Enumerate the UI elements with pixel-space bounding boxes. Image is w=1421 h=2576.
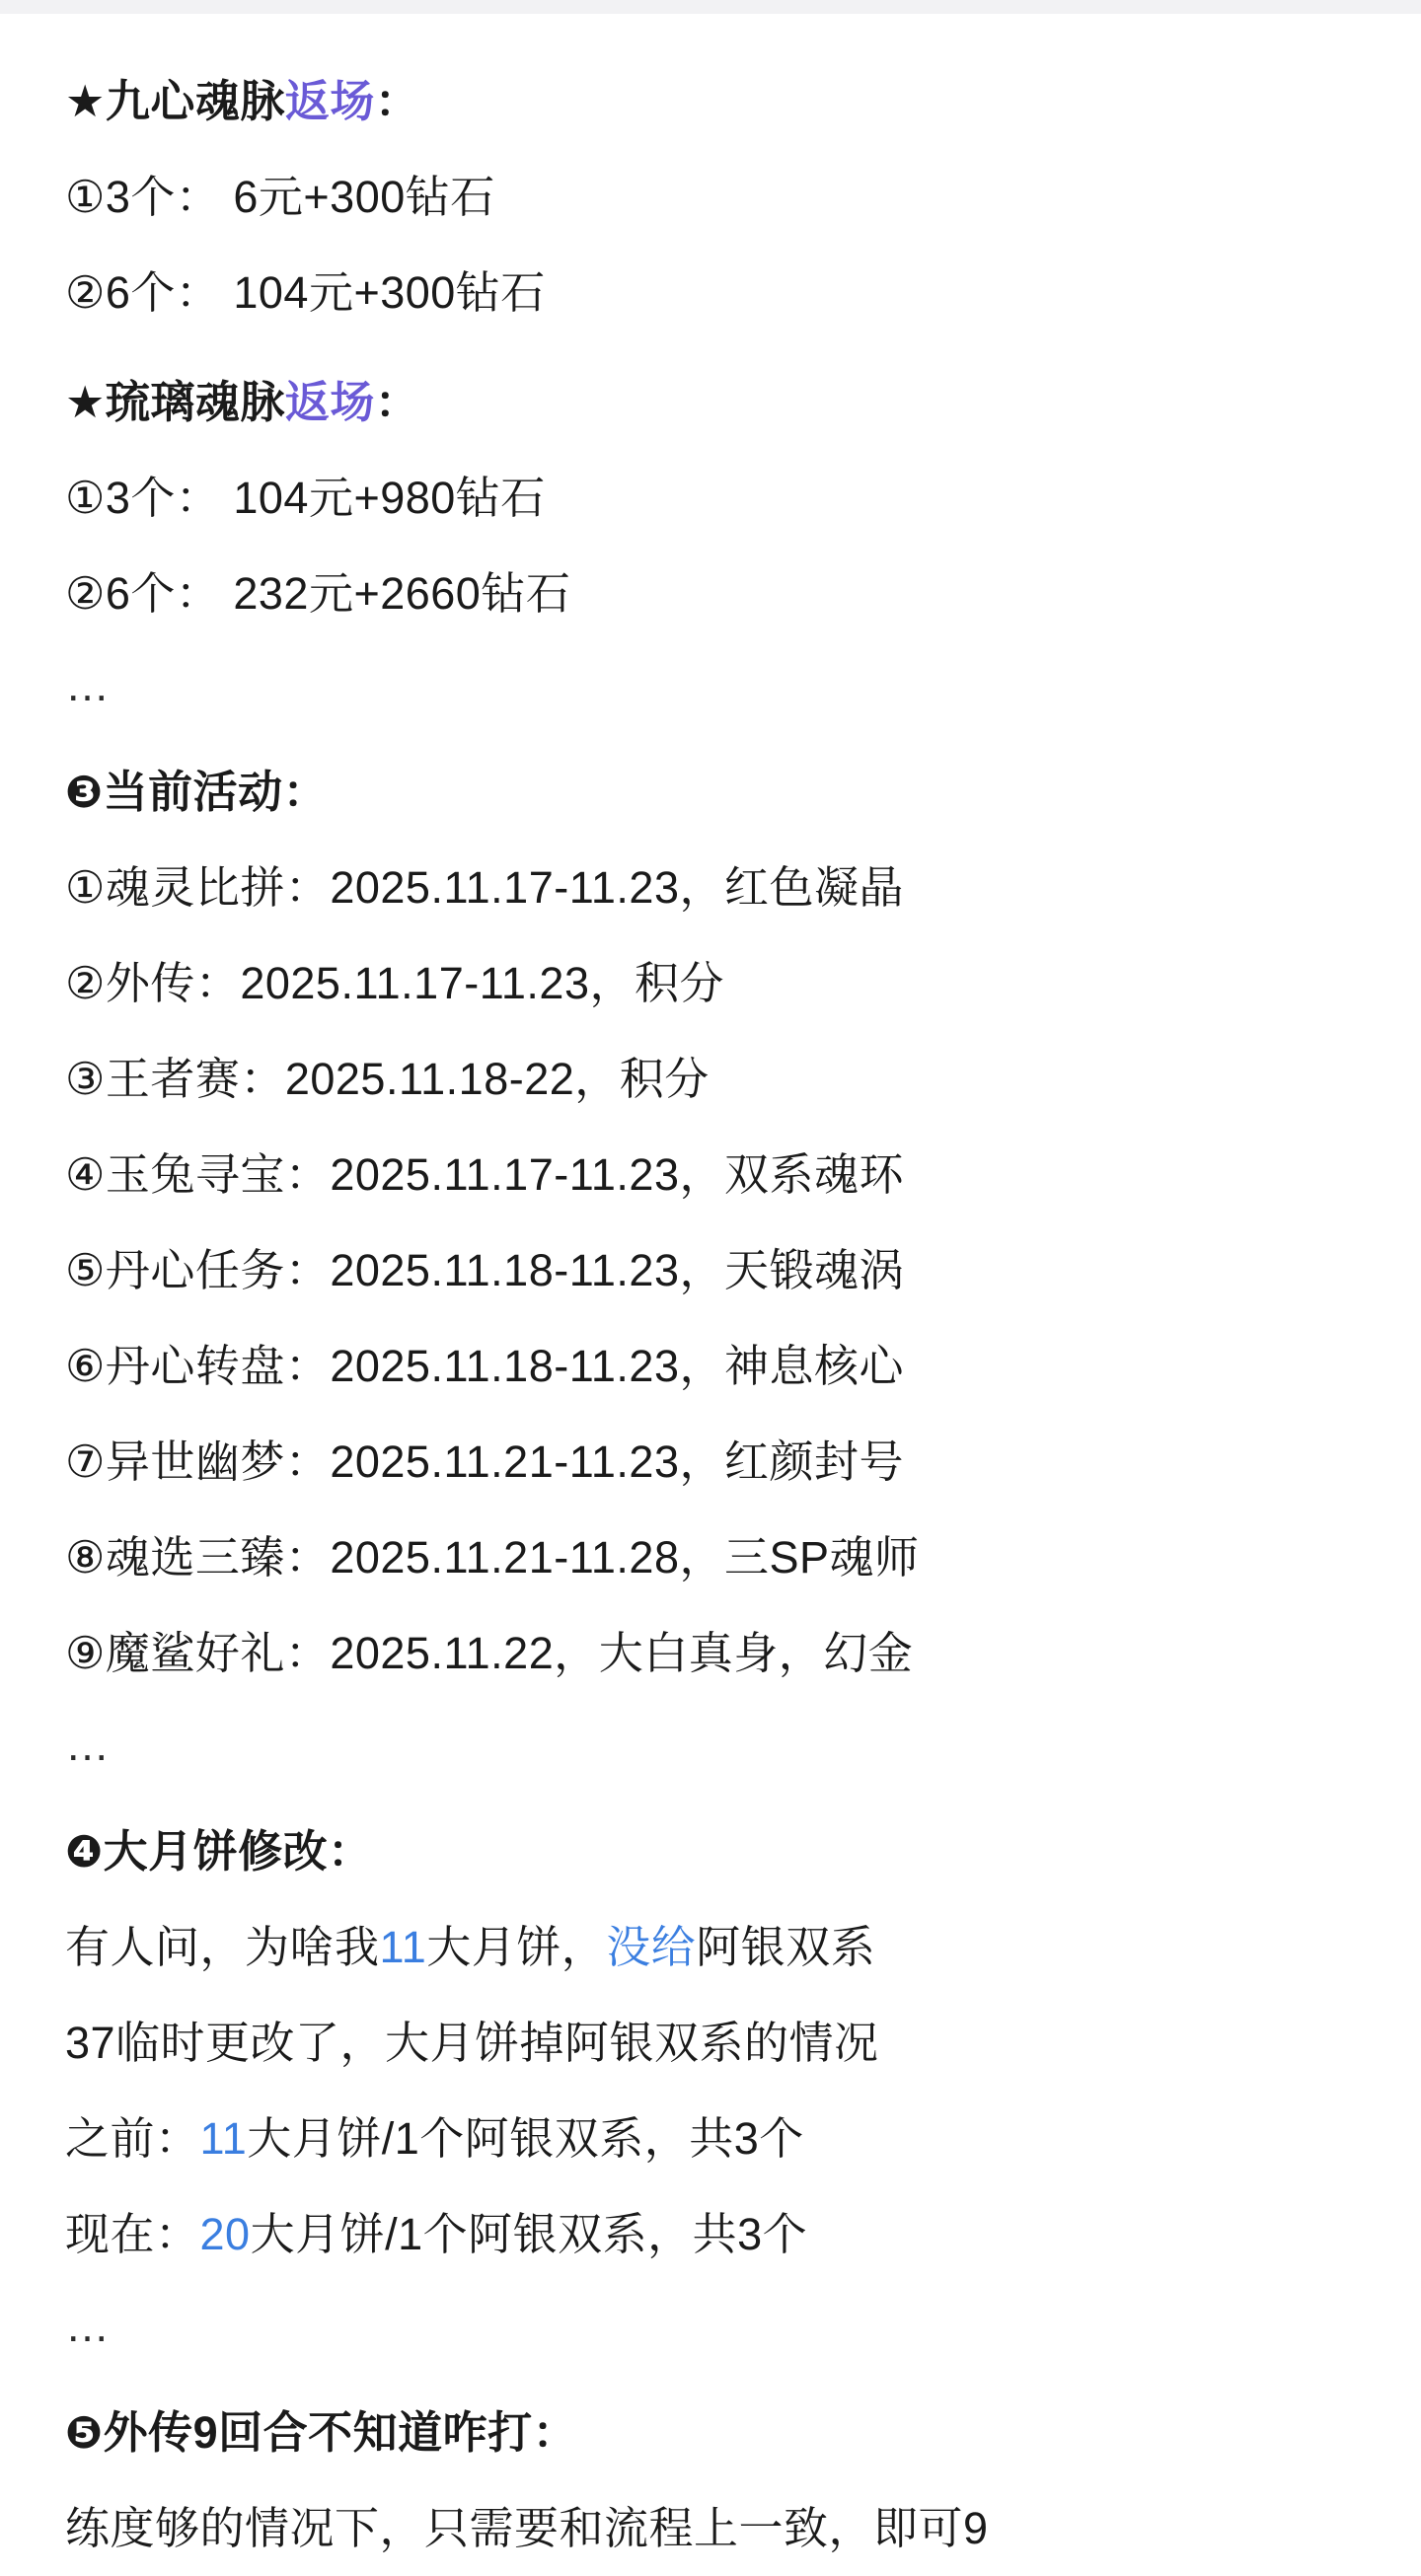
block-title-highlight: 返场 bbox=[284, 76, 375, 126]
text-highlight: 没给 bbox=[606, 1922, 697, 1972]
section-heading-mooncake-change: ❹大月饼修改： bbox=[65, 1826, 373, 1877]
list-item: ①3个： 104元+980钻石 bbox=[65, 473, 546, 523]
paragraph-line bbox=[65, 2091, 1356, 2186]
block-title-jiuxin bbox=[65, 53, 1356, 149]
text-part: 阿银双系 bbox=[696, 1922, 876, 1972]
document-content bbox=[65, 0, 1356, 2576]
block-title-suffix: ： bbox=[374, 76, 420, 126]
list-item: ⑦异世幽梦：2025.11.21-11.23，红颜封号 bbox=[65, 1436, 904, 1487]
section-heading-waizhuan: ❺外传9回合不知道咋打： bbox=[65, 2407, 578, 2458]
block-title-prefix: ★琉璃魂脉 bbox=[65, 377, 285, 427]
block-title-liuli bbox=[65, 354, 1356, 450]
block-title-suffix: ： bbox=[374, 377, 420, 427]
text-label: 之前： bbox=[65, 2113, 200, 2164]
list-item: ②外传：2025.11.17-11.23，积分 bbox=[65, 958, 724, 1008]
top-status-bar bbox=[0, 0, 1421, 14]
paragraph-line: 练度够的情况下，只需要和流程上一致，即可9 bbox=[65, 2503, 989, 2553]
number-highlight: 11 bbox=[379, 1922, 427, 1972]
list-item: ②6个： 104元+300钻石 bbox=[65, 267, 546, 318]
number-highlight: 11 bbox=[199, 2113, 248, 2164]
ellipsis-marker: … bbox=[65, 2301, 113, 2351]
list-item: ①魂灵比拼：2025.11.17-11.23，红色凝晶 bbox=[65, 862, 904, 913]
list-item: ⑤丹心任务：2025.11.18-11.23，天锻魂涡 bbox=[65, 1245, 904, 1295]
block-title-highlight: 返场 bbox=[284, 377, 375, 427]
text-part: 大月饼， bbox=[426, 1922, 607, 1972]
text-label: 现在： bbox=[65, 2209, 200, 2259]
text-part: 大月饼/1个阿银双系，共3个 bbox=[250, 2209, 808, 2259]
paragraph-line: 37临时更改了，大月饼掉阿银双系的情况 bbox=[65, 2018, 879, 2068]
list-item: ②6个： 232元+2660钻石 bbox=[65, 568, 571, 619]
section-heading-current-events: ❸当前活动： bbox=[65, 767, 329, 817]
ellipsis-marker: … bbox=[65, 1720, 113, 1770]
list-item: ④玉兔寻宝：2025.11.17-11.23，双系魂环 bbox=[65, 1149, 904, 1200]
text-part: 大月饼/1个阿银双系，共3个 bbox=[247, 2113, 804, 2164]
list-item: ③王者赛：2025.11.18-22，积分 bbox=[65, 1054, 710, 1104]
list-item: ①3个： 6元+300钻石 bbox=[65, 172, 495, 222]
text-part: 有人问，为啥我 bbox=[65, 1922, 380, 1972]
list-item: ⑥丹心转盘：2025.11.18-11.23，神息核心 bbox=[65, 1341, 904, 1391]
list-item: ⑨魔鲨好礼：2025.11.22，大白真身，幻金 bbox=[65, 1628, 914, 1678]
ellipsis-marker: … bbox=[65, 660, 113, 710]
block-title-prefix: ★九心魂脉 bbox=[65, 76, 285, 126]
paragraph-line bbox=[65, 1899, 1356, 1995]
list-item: ⑧魂选三臻：2025.11.21-11.28，三SP魂师 bbox=[65, 1532, 920, 1582]
number-highlight: 20 bbox=[199, 2209, 251, 2259]
paragraph-line bbox=[65, 2186, 1356, 2282]
